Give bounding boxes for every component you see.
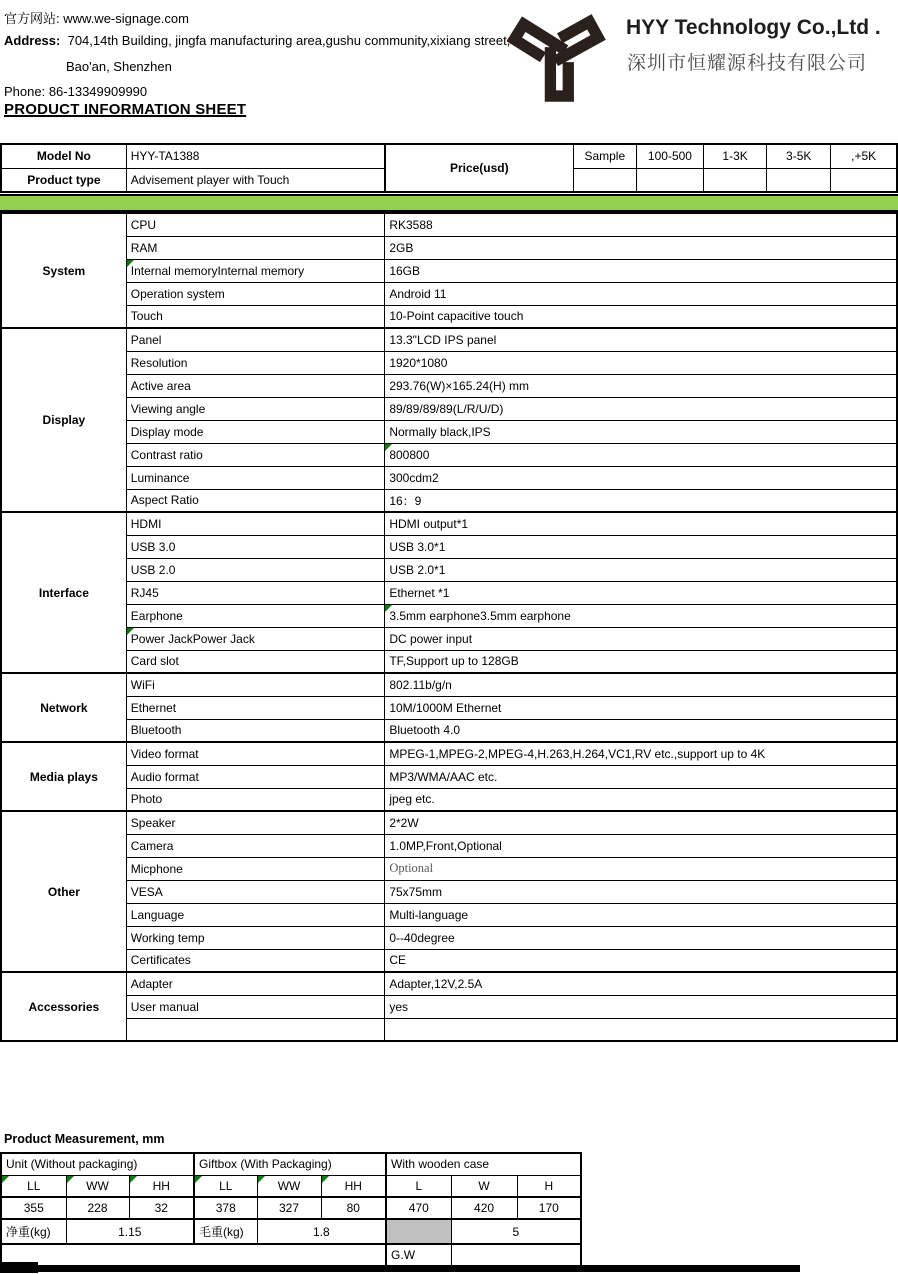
spec-label: Card slot (126, 650, 385, 673)
spec-label: Active area (126, 374, 385, 397)
spec-label: Certificates (126, 949, 385, 972)
section-system: System (1, 213, 126, 328)
spec-value: Bluetooth 4.0 (385, 719, 897, 742)
spec-label: Earphone (126, 604, 385, 627)
spec-value: Adapter,12V,2.5A (385, 972, 897, 995)
comment-marker-icon (127, 628, 134, 635)
spec-label: Ethernet (126, 696, 385, 719)
spec-label: User manual (126, 995, 385, 1018)
spec-value: MP3/WMA/AAC etc. (385, 765, 897, 788)
table-row (1, 512, 897, 535)
table-row (1, 673, 897, 696)
spec-value: DC power input (385, 627, 897, 650)
table-row (1, 328, 897, 351)
spec-value: 2GB (385, 236, 897, 259)
comment-marker-icon (130, 1176, 137, 1183)
spec-label: Aspect Ratio (126, 489, 385, 512)
spec-label: Audio format (126, 765, 385, 788)
spec-label: Language (126, 903, 385, 926)
price-tier-5k: ,+5K (831, 144, 897, 168)
dim-value: 420 (451, 1197, 517, 1219)
price-value-5k (831, 168, 897, 192)
model-price-table (0, 143, 898, 193)
price-tier-sample: Sample (573, 144, 636, 168)
page-title: PRODUCT INFORMATION SHEET (4, 101, 247, 118)
dim-value: 327 (257, 1197, 321, 1219)
table-row (1, 1018, 897, 1041)
table-row (1, 788, 897, 811)
table-row (1, 351, 897, 374)
address-label: Address: (4, 33, 61, 48)
spec-value: HDMI output*1 (385, 512, 897, 535)
comment-marker-icon (127, 260, 134, 267)
spec-label: Video format (126, 742, 385, 765)
spec-label: Speaker (126, 811, 385, 834)
price-tier-100-500: 100-500 (636, 144, 703, 168)
table-row (1, 236, 897, 259)
spec-label: Touch (126, 305, 385, 328)
spec-label: Display mode (126, 420, 385, 443)
company-name-cn: 深圳市恒耀源科技有限公司 (627, 53, 868, 74)
spec-label: Resolution (126, 351, 385, 374)
spec-value: Ethernet *1 (385, 581, 897, 604)
company-name-en: HYY Technology Co.,Ltd . (626, 16, 881, 39)
dim-value: 470 (386, 1197, 451, 1219)
spec-value: 300cdm2 (385, 466, 897, 489)
comment-marker-icon (67, 1176, 74, 1183)
spec-value: 3.5mm earphone3.5mm earphone (385, 604, 897, 627)
measure-group-unit: Unit (Without packaging) (1, 1153, 194, 1175)
bottom-border-corner (0, 1262, 38, 1273)
table-row (1, 535, 897, 558)
dim-header: H (517, 1175, 581, 1197)
table-row (1, 213, 897, 236)
price-value-100-500 (636, 168, 703, 192)
table-row (1, 305, 897, 328)
price-value-1-3k (704, 168, 767, 192)
spec-label: USB 3.0 (126, 535, 385, 558)
dim-header: LL (194, 1175, 257, 1197)
dim-header: L (386, 1175, 451, 1197)
spec-label: Panel (126, 328, 385, 351)
gross-weight-label: 毛重(kg) (194, 1219, 257, 1244)
price-tier-3-5k: 3-5K (767, 144, 831, 168)
comment-marker-icon (2, 1176, 9, 1183)
green-divider-band (0, 194, 898, 213)
measure-group-wooden: With wooden case (386, 1153, 581, 1175)
spec-value: 10-Point capacitive touch (385, 305, 897, 328)
dim-value: 378 (194, 1197, 257, 1219)
comment-marker-icon (385, 605, 392, 612)
section-display: Display (1, 328, 126, 512)
table-row (1, 420, 897, 443)
dim-header: W (451, 1175, 517, 1197)
dim-value: 80 (321, 1197, 386, 1219)
dim-value: 228 (66, 1197, 129, 1219)
spec-label: RJ45 (126, 581, 385, 604)
address-text: 704,14th Building, jingfa manufacturing area,gushu community,xixiang street, (67, 33, 511, 48)
comment-marker-icon (322, 1176, 329, 1183)
price-label: Price(usd) (385, 144, 573, 192)
spec-label: Viewing angle (126, 397, 385, 420)
gross-weight-value: 1.8 (257, 1219, 386, 1244)
spec-value: 89/89/89/89(L/R/U/D) (385, 397, 897, 420)
spec-label: WiFi (126, 673, 385, 696)
spec-value: Normally black,IPS (385, 420, 897, 443)
spec-value: 2*2W (385, 811, 897, 834)
spec-label: Bluetooth (126, 719, 385, 742)
spec-label: Operation system (126, 282, 385, 305)
price-tier-1-3k: 1-3K (704, 144, 767, 168)
comment-marker-icon (195, 1176, 202, 1183)
spec-value: 16：9 (385, 489, 897, 512)
section-media-plays: Media plays (1, 742, 126, 811)
measurement-table (0, 1152, 582, 1267)
model-no-label: Model No (1, 144, 126, 168)
spec-value: 75x75mm (385, 880, 897, 903)
section-other: Other (1, 811, 126, 972)
comment-marker-icon (385, 444, 392, 451)
table-row (1, 604, 897, 627)
table-row (1, 581, 897, 604)
spec-value: CE (385, 949, 897, 972)
spec-label: Camera (126, 834, 385, 857)
dim-header: WW (66, 1175, 129, 1197)
dim-header: HH (129, 1175, 194, 1197)
table-row (1, 374, 897, 397)
spec-value: 802.11b/g/n (385, 673, 897, 696)
spec-value: Multi-language (385, 903, 897, 926)
spec-value: MPEG-1,MPEG-2,MPEG-4,H.263,H.264,VC1,RV etc.,support up to 4K (385, 742, 897, 765)
spec-label: HDMI (126, 512, 385, 535)
table-row (1, 696, 897, 719)
spec-label: Photo (126, 788, 385, 811)
spec-value: 13.3"LCD IPS panel (385, 328, 897, 351)
spec-value: 293.76(W)×165.24(H) mm (385, 374, 897, 397)
spec-value: 800800 (385, 443, 897, 466)
measure-group-giftbox: Giftbox (With Packaging) (194, 1153, 386, 1175)
table-row (1, 972, 897, 995)
price-value-sample (573, 168, 636, 192)
table-row (1, 627, 897, 650)
wooden-weight-value: 5 (451, 1219, 581, 1244)
measurement-title: Product Measurement, mm (4, 1132, 165, 1146)
spec-value: USB 3.0*1 (385, 535, 897, 558)
spec-value: RK3588 (385, 213, 897, 236)
spec-value: 10M/1000M Ethernet (385, 696, 897, 719)
price-value-3-5k (767, 168, 831, 192)
table-row (1, 765, 897, 788)
website-label: 官方网站: (4, 11, 60, 26)
spec-label: USB 2.0 (126, 558, 385, 581)
table-row (1, 466, 897, 489)
spec-label: Micphone (126, 857, 385, 880)
spec-value: 1.0MP,Front,Optional (385, 834, 897, 857)
company-logo-icon (498, 0, 616, 118)
spec-value: 16GB (385, 259, 897, 282)
spec-value: 1920*1080 (385, 351, 897, 374)
product-type-value: Advisement player with Touch (126, 168, 385, 192)
table-row (1, 558, 897, 581)
dim-value: 355 (1, 1197, 66, 1219)
table-row (1, 397, 897, 420)
gw-label: G.W (386, 1244, 451, 1266)
table-row (1, 880, 897, 903)
spec-label: Adapter (126, 972, 385, 995)
spec-label: Internal memoryInternal memory (126, 259, 385, 282)
spec-label: Working temp (126, 926, 385, 949)
spec-value: Optional (385, 857, 897, 880)
dim-header: HH (321, 1175, 386, 1197)
spec-label: RAM (126, 236, 385, 259)
section-network: Network (1, 673, 126, 742)
spec-value (385, 1018, 897, 1041)
table-row (1, 903, 897, 926)
table-row (1, 650, 897, 673)
table-row (1, 489, 897, 512)
dim-header: WW (257, 1175, 321, 1197)
model-no-value: HYY-TA1388 (126, 144, 385, 168)
section-interface: Interface (1, 512, 126, 673)
table-row (1, 282, 897, 305)
spec-value: 0--40degree (385, 926, 897, 949)
spec-value: jpeg etc. (385, 788, 897, 811)
spec-label (126, 1018, 385, 1041)
dim-value: 170 (517, 1197, 581, 1219)
address-line-2: Bao'an, Shenzhen (66, 59, 172, 74)
spec-value: Android 11 (385, 282, 897, 305)
phone-line: Phone: 86-13349909990 (4, 84, 148, 99)
table-row (1, 719, 897, 742)
table-row (1, 834, 897, 857)
spec-label: Luminance (126, 466, 385, 489)
empty-cell (1, 1244, 386, 1266)
net-weight-label: 净重(kg) (1, 1219, 66, 1244)
spec-value: yes (385, 995, 897, 1018)
dim-value: 32 (129, 1197, 194, 1219)
website-line (4, 8, 189, 27)
table-row (1, 949, 897, 972)
table-row (1, 857, 897, 880)
spec-value: TF,Support up to 128GB (385, 650, 897, 673)
section-accessories: Accessories (1, 972, 126, 1041)
spec-value: USB 2.0*1 (385, 558, 897, 581)
spec-label: CPU (126, 213, 385, 236)
empty-cell (451, 1244, 581, 1266)
wooden-weight-gray-cell (386, 1219, 451, 1244)
table-row (1, 259, 897, 282)
spec-table (0, 212, 898, 1042)
dim-header: LL (1, 1175, 66, 1197)
website-url: www.we-signage.com (63, 11, 189, 26)
comment-marker-icon (258, 1176, 265, 1183)
table-row (1, 926, 897, 949)
spec-label: VESA (126, 880, 385, 903)
bottom-border-bar (38, 1265, 800, 1272)
table-row (1, 995, 897, 1018)
net-weight-value: 1.15 (66, 1219, 194, 1244)
table-row (1, 811, 897, 834)
spec-label: Power JackPower Jack (126, 627, 385, 650)
address-line (4, 33, 510, 48)
table-row (1, 443, 897, 466)
spec-label: Contrast ratio (126, 443, 385, 466)
product-type-label: Product type (1, 168, 126, 192)
table-row (1, 742, 897, 765)
